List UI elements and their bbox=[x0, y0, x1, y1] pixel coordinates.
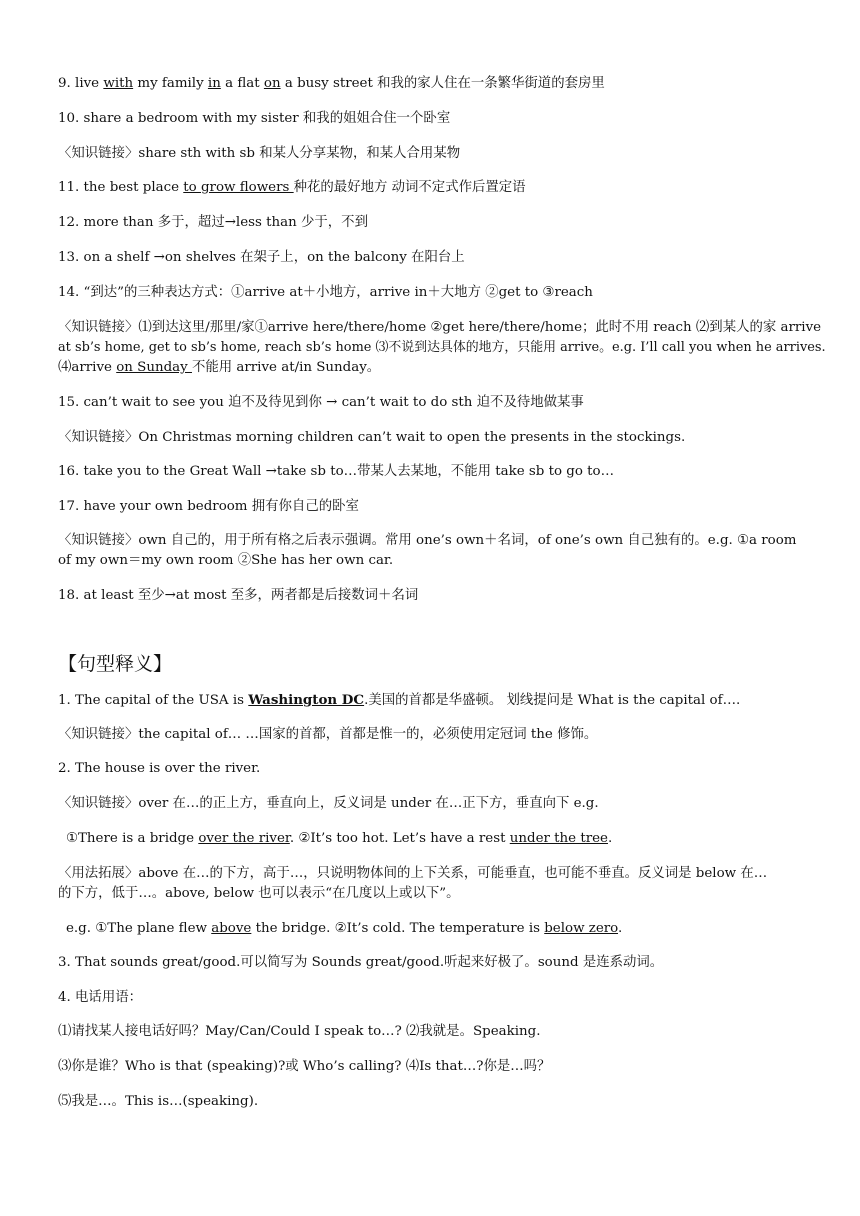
knowledge-link-14-line-3 bbox=[58, 358, 828, 378]
knowledge-link-14-line-1: 〈知识链接〉⑴到达这里/那里/家①arrive here/there/home ②get here/there/home；此时不用 reach ⑵到某人的家 arrive bbox=[58, 320, 822, 335]
knowledge-link-s2: 〈知识链接〉over 在…的正上方，垂直向上，反义词是 under 在…正下方，垂直向下 e.g. bbox=[58, 796, 599, 811]
text-segment: a busy street 和我的家人住在一条繁华街道的套房里 bbox=[280, 76, 605, 91]
sentence-4: 4. 电话用语： bbox=[58, 990, 142, 1005]
text-segment: 11. the best place bbox=[58, 180, 184, 195]
vocab-item-10: 10. share a bedroom with my sister 和我的姐姐合住一个卧室 bbox=[58, 111, 451, 126]
vocab-item-17: 17. have your own bedroom 拥有你自己的卧室 bbox=[58, 499, 359, 514]
knowledge-link-14-line-2: at sb’s home, get to sb’s home, reach sb’s home ⑶不说到达具体的地方，只能用 arrive。e.g. I’ll call you when he arrives. bbox=[58, 340, 826, 355]
underlined-word: on bbox=[263, 76, 281, 91]
knowledge-link-s1: 〈知识链接〉the capital of… …国家的首都，首都是惟一的，必须使用定冠词 the 修饰。 bbox=[58, 727, 598, 742]
underlined-phrase: over the river bbox=[198, 831, 290, 846]
phone-phrase-1-2: ⑴请找某人接电话好吗？May/Can/Could I speak to…? ⑵我就是。Speaking. bbox=[58, 1024, 541, 1039]
text-segment: e.g. ①The plane flew bbox=[66, 921, 212, 936]
text-segment: a flat bbox=[220, 76, 264, 91]
vocab-item-13: 13. on a shelf →on shelves 在架子上，on the balcony 在阳台上 bbox=[58, 250, 465, 265]
text-segment: 种花的最好地方 动词不定式作后置定语 bbox=[293, 180, 526, 195]
knowledge-link-15: 〈知识链接〉On Christmas morning children can’t wait to open the presents in the stockings. bbox=[58, 430, 686, 445]
vocab-item-18: 18. at least 至少→at most 至多，两者都是后接数词＋名词 bbox=[58, 588, 419, 603]
underlined-bold-phrase: Washington DC bbox=[248, 692, 365, 708]
text-segment: my family bbox=[133, 76, 208, 91]
vocab-item-14: 14. “到达”的三种表达方式：①arrive at＋小地方，arrive in＋大地方 ②get to ③reach bbox=[58, 285, 593, 300]
section-title: 【句型释义】 bbox=[58, 653, 173, 675]
text-segment: the bridge. ②It’s cold. The temperature is bbox=[251, 921, 545, 936]
sentence-2: 2. The house is over the river. bbox=[58, 761, 261, 776]
knowledge-link-17-line-2: of my own＝my own room ②She has her own car. bbox=[58, 553, 394, 568]
text-segment: ①There is a bridge bbox=[66, 831, 199, 846]
phone-phrase-5: ⑸我是…。This is…(speaking). bbox=[58, 1094, 259, 1109]
text-segment: . bbox=[618, 921, 623, 936]
sentence-3: 3. That sounds great/good.可以简写为 Sounds great/good.听起来好极了。sound 是连系动词。 bbox=[58, 955, 664, 970]
vocab-item-11 bbox=[58, 178, 828, 198]
text-segment: 9. live bbox=[58, 76, 104, 91]
vocab-item-12: 12. more than 多于，超过→less than 少于，不到 bbox=[58, 215, 368, 230]
underlined-word: with bbox=[103, 76, 134, 91]
underlined-phrase: on Sunday bbox=[116, 360, 192, 375]
underlined-word: above bbox=[211, 921, 252, 936]
example-usage-extension bbox=[66, 919, 836, 939]
example-s2 bbox=[66, 829, 836, 849]
text-segment: . ②It’s too hot. Let’s have a rest bbox=[289, 831, 510, 846]
vocab-item-15: 15. can’t wait to see you 迫不及待见到你 → can’t wait to do sth 迫不及待地做某事 bbox=[58, 395, 584, 410]
text-segment: 1. The capital of the USA is bbox=[58, 693, 249, 708]
text-segment: . bbox=[607, 831, 613, 846]
underlined-phrase: under the tree bbox=[509, 831, 608, 846]
underlined-phrase: below zero bbox=[544, 921, 619, 936]
text-segment: ⑷arrive bbox=[58, 360, 117, 375]
usage-extension-line-2: 的下方，低于…。above, below 也可以表示“在几度以上或以下”。 bbox=[58, 886, 460, 901]
underlined-phrase: to grow flowers bbox=[183, 180, 294, 195]
usage-extension-line-1: 〈用法拓展〉above 在…的下方，高于…，只说明物体间的上下关系，可能垂直，也可能不垂直。反义词是 below 在… bbox=[58, 866, 768, 881]
text-segment: .美国的首都是华盛顿。 划线提问是 What is the capital of…. bbox=[364, 693, 741, 708]
phone-phrase-3-4: ⑶你是谁？Who is that (speaking)?或 Who’s calling? ⑷Is that…?你是…吗？ bbox=[58, 1059, 551, 1074]
knowledge-link-17-line-1: 〈知识链接〉own 自己的，用于所有格之后表示强调。常用 one’s own＋名词，of one’s own 自己独有的。e.g. ①a room bbox=[58, 533, 797, 548]
underlined-word: in bbox=[207, 76, 221, 91]
vocab-item-9 bbox=[58, 74, 828, 94]
sentence-1 bbox=[58, 690, 828, 711]
text-segment: 不能用 arrive at/in Sunday。 bbox=[191, 360, 381, 375]
knowledge-link-10: 〈知识链接〉share sth with sb 和某人分享某物，和某人合用某物 bbox=[58, 146, 461, 161]
vocab-item-16: 16. take you to the Great Wall →take sb to…带某人去某地，不能用 take sb to go to… bbox=[58, 464, 615, 479]
